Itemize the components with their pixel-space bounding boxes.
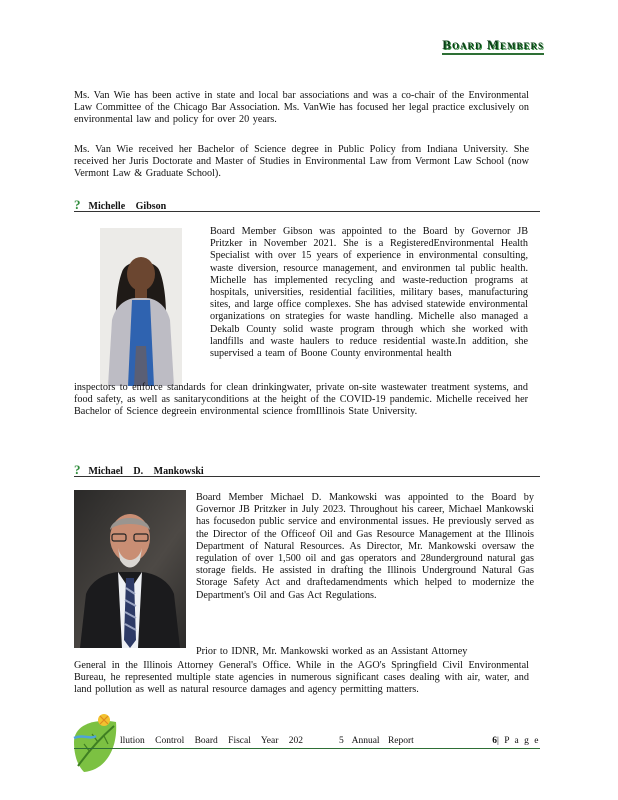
page-title: Board Members [442, 37, 544, 55]
member-bio-mankowski-part1: Board Member Michael D. Mankowski was appointed to the Board by Governor JB Pritzker in July 2023. Throughout his career, Michael Mankowski has focusedon public service and environmental issues. He previously served as the Director of the Officeof Oil and Gas Resource Management at the Illinois Department of Natural Resources. As Director, Mr. Mankowski oversaw the regulation of over 1,500 oil and gas operators and 28underground natural gas storage fields. He assisted in drafting the Illinois Underground Natural Gas Storage Safety Act and draftedamendments which helped to modernize the Department's Oil and Gas Act Regulations. [196, 492, 534, 601]
section-heading-mankowski [74, 462, 540, 477]
section-heading-gibson [74, 197, 540, 212]
intro-paragraph-2: Ms. Van Wie received her Bachelor of Science degree in Public Policy from Indiana University. She received her Juris Doctorate and Master of Studies in Environmental Law from Vermont Law School (now Vermont Law & Graduate School). [74, 144, 529, 180]
member-bio-gibson-part2: inspectors to enforce standards for clean drinkingwater, private on-site wastewater treatment systems, and food safety, as well as sanitaryconditions at the height of the COVID-19 pandemic. Michelle received her Bachelor of Science degreein environmental science fromIllinois State University. [74, 382, 528, 418]
footer-page-indicator [492, 736, 540, 746]
member-bio-mankowski-part2b: General in the Illinois Attorney General's Office. While in the AGO's Springfield Civil Environmental Bureau, he represented multiple state agencies in numerous significant cases dealing with air, water, and land pollution as well as natural resource damages and agency permitting matters. [74, 660, 529, 696]
portrait-illustration [74, 490, 186, 648]
page-number: 6 [492, 736, 497, 746]
footer-report-title: llution Control Board Fiscal Year 202 [120, 736, 304, 746]
member-bio-gibson-part1: Board Member Gibson was appointed to the Board by Governor JB Pritzker in November 2021. She is a RegisteredEnvironmental Health Specialist with over 15 years of experience in environmental consulting, waste diversion, resource management, and environmen tal public health. Michelle has implemented recycling and waste-reduction programs at hospitals, universities, residential facilities, military bases, manufacturing sites, and large office complexes. She has advised statewide environmental organizations on strategies for waste handling. Michelle also managed a Dekalb County solid waste program through which she worked with landfills and waste haulers to reduce residential waste.In addition, she supervised a team of Boone County environmental health [210, 226, 528, 360]
portrait-photo-gibson [100, 228, 182, 386]
portrait-photo-mankowski [74, 490, 186, 648]
footer-divider [74, 748, 540, 749]
portrait-illustration [100, 228, 182, 386]
bullet-icon: ? [74, 462, 81, 477]
page-label: | P a g e [496, 736, 540, 746]
member-name: Michael D. Mankowski [88, 466, 204, 477]
bullet-icon: ? [74, 197, 81, 212]
footer-report-subtitle: 5 Annual Report [339, 736, 414, 746]
member-name: Michelle Gibson [88, 201, 167, 212]
intro-paragraph-1: Ms. Van Wie has been active in state and local bar associations and was a co-chair of the Environmental Law Committee of the Chicago Bar Association. Ms. VanWie has focused her legal practice exclusively on environmental law and policy for over 20 years. [74, 90, 529, 126]
member-bio-mankowski-part2a: Prior to IDNR, Mr. Mankowski worked as an Assistant Attorney [196, 646, 468, 657]
page-footer [74, 732, 540, 752]
